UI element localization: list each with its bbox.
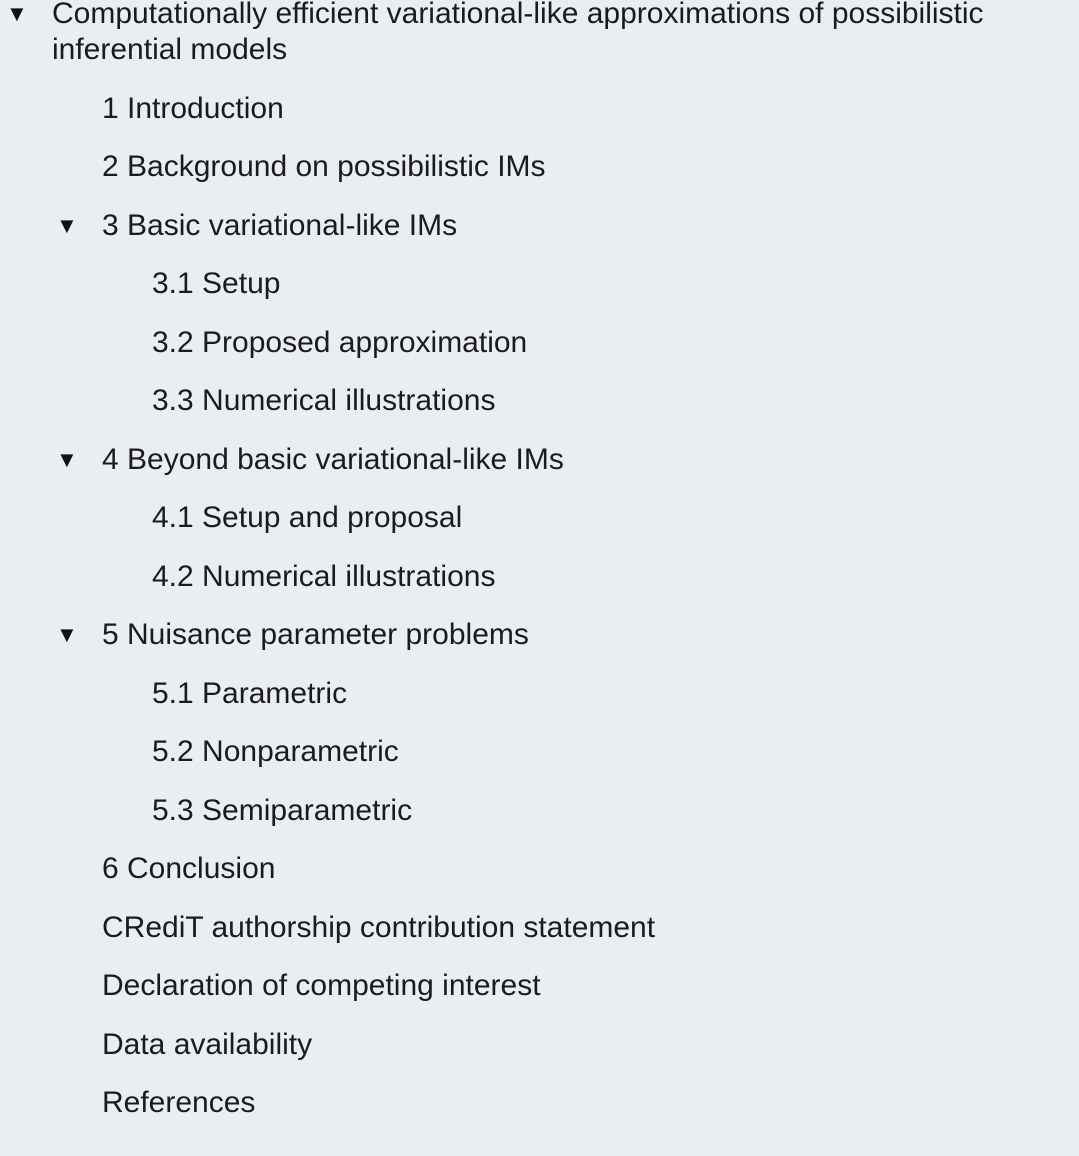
- collapse-triangle-icon[interactable]: ▼: [6, 1, 28, 26]
- toc-link[interactable]: 3.2 Proposed approximation: [152, 326, 528, 359]
- toc-link[interactable]: 3.1 Setup: [152, 267, 281, 300]
- toc-link[interactable]: 5.3 Semiparametric: [152, 794, 413, 827]
- toc-link[interactable]: 4 Beyond basic variational-like IMs: [102, 443, 564, 476]
- toc-link[interactable]: Declaration of competing interest: [102, 969, 541, 1002]
- collapse-triangle-icon[interactable]: ▼: [56, 213, 78, 238]
- toc-link[interactable]: 2 Background on possibilistic IMs: [102, 150, 546, 183]
- toc-link[interactable]: Data availability: [102, 1028, 313, 1061]
- toc-link[interactable]: 6 Conclusion: [102, 852, 276, 885]
- toc-link[interactable]: 4.2 Numerical illustrations: [152, 560, 496, 593]
- toc-link[interactable]: 5.2 Nonparametric: [152, 735, 399, 768]
- toc-link[interactable]: 3.3 Numerical illustrations: [152, 384, 496, 417]
- toc-title-link[interactable]: Computationally efficient variational-like approximations of possibilistic inferential models: [52, 0, 984, 66]
- toc-link[interactable]: 3 Basic variational-like IMs: [102, 209, 458, 242]
- toc-link[interactable]: References: [102, 1086, 256, 1119]
- toc-link[interactable]: 5.1 Parametric: [152, 677, 348, 710]
- collapse-triangle-icon[interactable]: ▼: [56, 622, 78, 647]
- collapse-triangle-icon[interactable]: ▼: [56, 447, 78, 472]
- toc-link[interactable]: CRediT authorship contribution statement: [102, 911, 656, 944]
- toc-link[interactable]: 5 Nuisance parameter problems: [102, 618, 529, 651]
- toc-link[interactable]: 4.1 Setup and proposal: [152, 501, 463, 534]
- toc-link[interactable]: 1 Introduction: [102, 92, 284, 125]
